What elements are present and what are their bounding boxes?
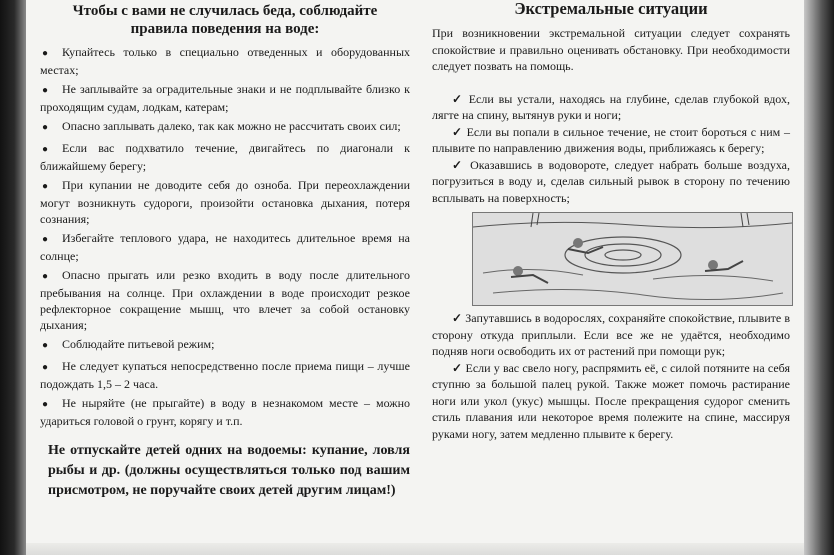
scan-right-edge <box>804 0 834 555</box>
list-item: ● Не ныряйте (не прыгайте) в воду в незнакомом месте – можно удариться головой о грунт, корягу и т.п. <box>40 395 410 428</box>
list-item: ● Опасно заплывать далеко, так как можно не рассчитать своих сил; <box>40 118 410 136</box>
list-item: ● Не заплывайте за оградительные знаки и не подплывайте близко к проходящим судам, лодкам, катерам; <box>40 82 410 115</box>
check-icon: ✓ <box>452 124 463 139</box>
list-item: ● Купайтесь только в специально отведенных и оборудованных местах; <box>40 45 410 77</box>
tip-paragraph: ✓ Если у вас свело ногу, распрямить её, с силой потяните на себя ступню за большой палец рукой. Также может помочь растирание ноги или укол (укус) мышцы. После прекращения судорог сменить стиль плавания или некоторое время полежите на спине, массируя руками ногу, затем медленно плывите к берегу. <box>432 360 790 441</box>
whirlpool-illustration <box>472 212 793 306</box>
check-icon: ✓ <box>452 311 463 325</box>
left-title-line2: правила поведения на воде: <box>130 21 320 37</box>
tip-paragraph: ✓ Если вы попали в сильное течение, не стоит бороться с ним – плывите по направлению движения воды, приближаясь к берегу; <box>432 124 791 155</box>
check-icon: ✓ <box>452 157 465 172</box>
left-title-line1: Чтобы с вами не случилась беда, соблюдайте <box>72 3 378 19</box>
intro-paragraph: При возникновении экстремальной ситуации следует сохранять спокойствие и правильно оценивать обстановку. При необходимости следует позвать на помощь. <box>432 26 790 73</box>
right-column <box>432 0 790 442</box>
bullet-icon: ● <box>42 143 49 155</box>
bullet-icon: ● <box>42 122 49 134</box>
bullet-icon: ● <box>42 233 49 245</box>
whirlpool-drawing <box>473 213 792 305</box>
bullet-icon: ● <box>42 340 49 352</box>
list-item: ● Опасно прыгать или резко входить в воду после длительного пребывания на солнце. При охлаждении в воде происходит резкое рефлекторное сокращение мышц, что влечет за собой остановку дыхания; <box>40 268 410 333</box>
list-item: ● Соблюдайте питьевой режим; <box>40 336 410 354</box>
scan-left-edge <box>0 0 26 555</box>
list-item: ● Не следует купаться непосредственно после приема пищи – лучше подождать 1,5 – 2 часа. <box>40 358 410 391</box>
check-icon: ✓ <box>452 91 464 106</box>
list-item: ● При купании не доводите себя до озноба. При переохлаждении могут возникнуть судороги, произойти остановка дыхания, потеря сознания; <box>40 177 410 226</box>
bullet-icon: ● <box>42 271 49 283</box>
right-title: Экстремальные ситуации <box>514 0 708 18</box>
bullet-icon: ● <box>42 398 49 410</box>
tip-paragraph: ✓ Оказавшись в водовороте, следует набрать больше воздуха, погрузиться в воду и, сделав сильный рывок в сторону по течению всплывать на поверхность; <box>432 157 791 205</box>
tip-paragraph: ✓ Если вы устали, находясь на глубине, сделав глубокой вдох, лягте на спину, вытянув руки и ноги; <box>432 91 790 122</box>
left-title <box>40 2 410 38</box>
tip-paragraph: ✓ Запутавшись в водорослях, сохраняйте спокойствие, плывите в сторону откуда приплыли. Если все же не удаётся, необходимо подняв ноги освободить их от растений при помощи рук; <box>432 311 791 358</box>
children-warning: Не отпускайте детей одних на водоемы: купание, ловля рыбы и др. (должны осуществляться только под вашим присмотром, не поручайте своих детей другим лицам!) <box>48 442 410 498</box>
bullet-icon: ● <box>42 85 49 97</box>
bullet-icon: ● <box>42 180 49 192</box>
bullet-icon: ● <box>42 48 49 59</box>
left-column <box>40 2 410 515</box>
check-icon: ✓ <box>452 360 463 375</box>
scan-bottom-edge <box>26 543 804 555</box>
bullet-icon: ● <box>42 361 49 373</box>
rules-list <box>40 44 410 429</box>
list-item: ● Если вас подхватило течение, двигайтесь по диагонали к ближайшему берегу; <box>40 140 410 173</box>
list-item: ● Избегайте теплового удара, не находитесь длительное время на солнце; <box>40 230 410 263</box>
